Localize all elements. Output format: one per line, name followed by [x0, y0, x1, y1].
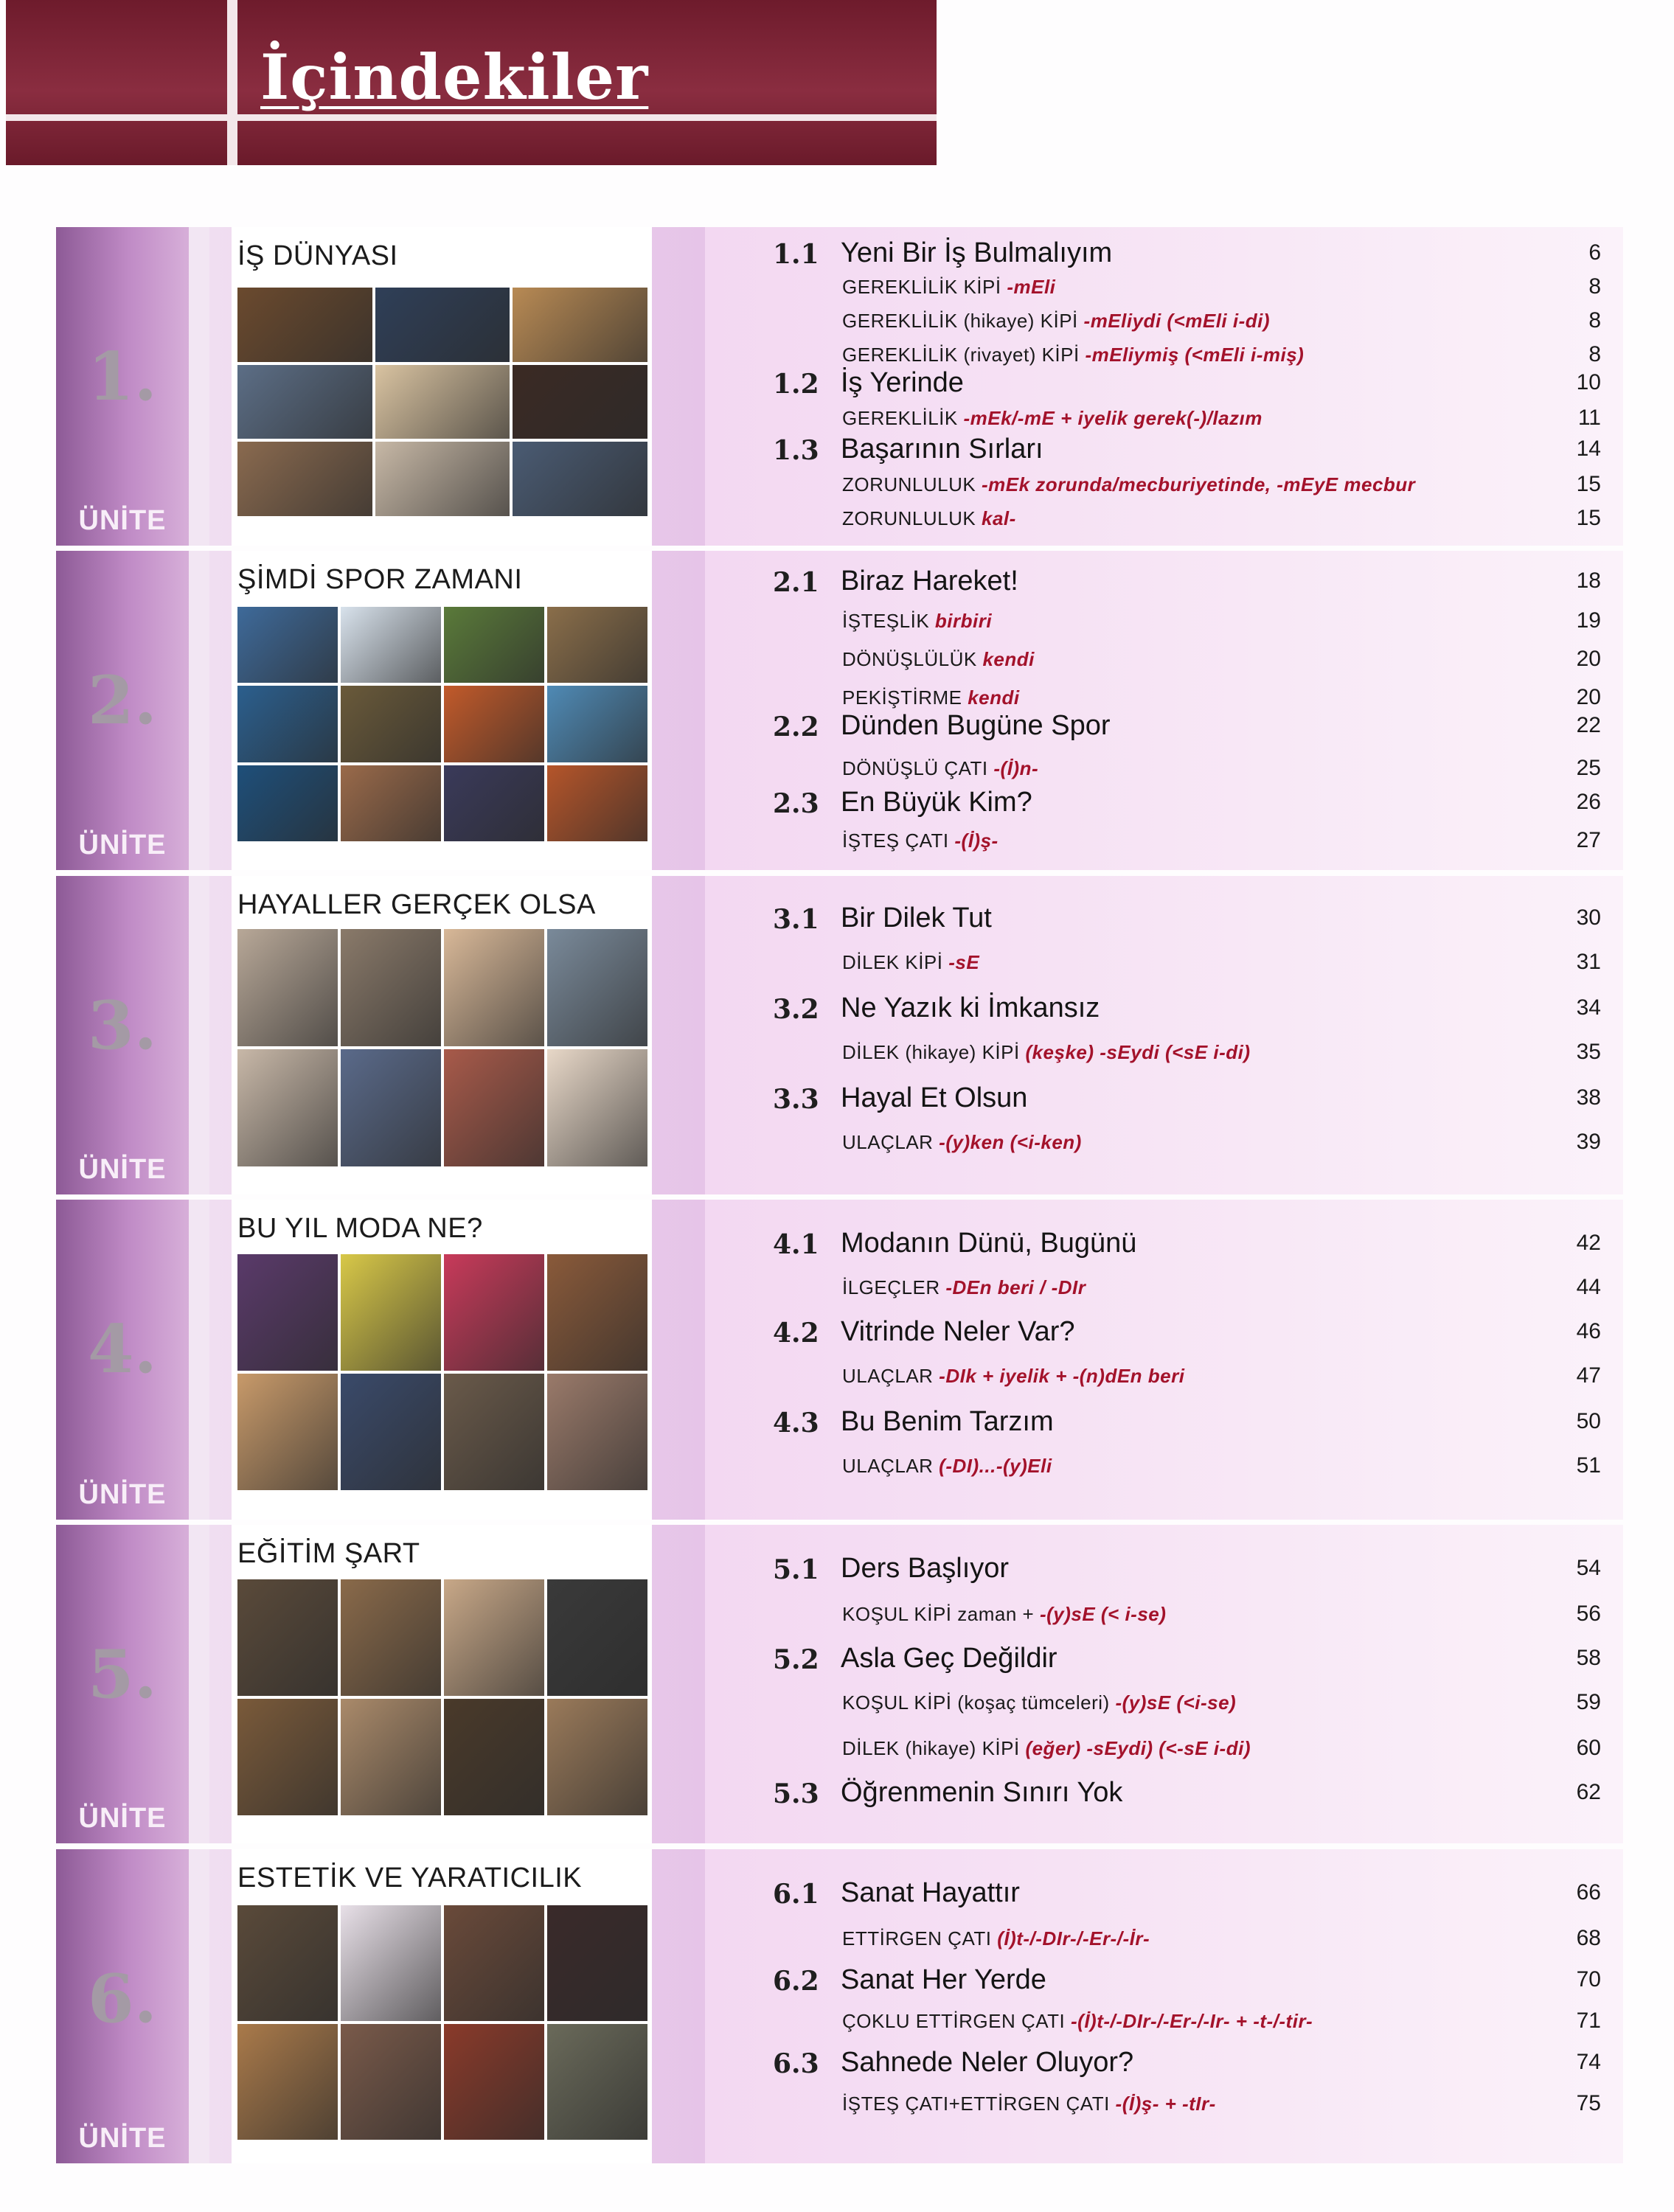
collage-photo: [444, 686, 544, 762]
section-number: 5.1: [773, 1554, 819, 1585]
subtopic-suffix: -(İ)ş- + -tIr-: [1115, 2093, 1216, 2115]
section-number: 4.2: [773, 1318, 819, 1349]
grammar-subtopic[interactable]: [842, 276, 1055, 299]
collage-photo: [341, 765, 441, 841]
subtopic-suffix: birbiri: [934, 610, 993, 632]
unit-gap: [189, 1849, 209, 2163]
page-number: 35: [1576, 1040, 1601, 1064]
unit-block: [56, 1200, 1623, 1520]
collage-photo: [375, 442, 510, 516]
page-number: 20: [1576, 685, 1601, 709]
collage-photo: [341, 1905, 441, 2021]
collage-photo: [341, 1049, 441, 1166]
subtopic-suffix: -(İ)t-/-DIr-/-Er-/-Ir- + -t-/-tir-: [1071, 2010, 1313, 2032]
collage-photo: [237, 607, 338, 683]
section-number: 2.1: [773, 567, 819, 598]
unit-gap: [189, 876, 209, 1194]
page-number: 8: [1588, 342, 1601, 366]
subtopic-label: İŞTEŞ ÇATI+ETTİRGEN ÇATI: [842, 2093, 1110, 2115]
unit-toc-panel: [705, 551, 1623, 870]
grammar-subtopic[interactable]: [842, 1455, 1052, 1478]
grammar-subtopic[interactable]: [842, 1737, 1251, 1760]
section-number: 5.3: [773, 1778, 819, 1809]
unit-block: [56, 551, 1623, 870]
page-number: 74: [1576, 2050, 1601, 2074]
grammar-subtopic[interactable]: [842, 1691, 1236, 1714]
collage-photo: [513, 442, 647, 516]
page-number: 11: [1577, 406, 1601, 430]
page-number: 71: [1576, 2008, 1601, 2033]
unit-toc-panel: [705, 1525, 1623, 1843]
unit-gap: [189, 227, 209, 546]
subtopic-label: DİLEK (hikaye) KİPİ: [842, 1041, 1020, 1063]
collage-photo: [444, 1374, 544, 1490]
collage-photo: [547, 765, 647, 841]
collage-photo: [547, 607, 647, 683]
grammar-subtopic[interactable]: [842, 1603, 1166, 1626]
subtopic-suffix: -mEk zorunda/mecburiyetinde, -mEyE mecbur: [981, 473, 1416, 495]
unit-topic: HAYALLER GERÇEK OLSA: [237, 889, 596, 920]
section-title[interactable]: En Büyük Kim?: [841, 787, 1032, 818]
collage-photo: [341, 607, 441, 683]
collage-photo: [547, 1699, 647, 1815]
section-title[interactable]: Asla Geç Değildir: [841, 1643, 1057, 1674]
section-title[interactable]: Yeni Bir İş Bulmalıyım: [841, 237, 1113, 268]
subtopic-label: ULAÇLAR: [842, 1455, 934, 1477]
page-number: 42: [1576, 1231, 1601, 1255]
header-divider: [227, 0, 237, 165]
collage-photo: [444, 1905, 544, 2021]
page-number: 18: [1576, 568, 1601, 593]
collage-photo: [375, 365, 510, 439]
subtopic-label: DİLEK (hikaye) KİPİ: [842, 1737, 1020, 1759]
collage-photo: [547, 1905, 647, 2021]
collage-photo: [237, 1905, 338, 2021]
section-title[interactable]: Ders Başlıyor: [841, 1553, 1010, 1584]
page-number: 47: [1576, 1363, 1601, 1388]
page-number: 56: [1576, 1601, 1601, 1626]
page-number: 22: [1576, 713, 1601, 737]
subtopic-label: DÖNÜŞLÜLÜK: [842, 648, 977, 670]
subtopic-suffix: -DEn beri / -DIr: [945, 1276, 1086, 1298]
collage-photo: [237, 765, 338, 841]
collage-photo: [513, 365, 647, 439]
unit-gap: [189, 1200, 209, 1520]
subtopic-label: KOŞUL KİPİ zaman +: [842, 1603, 1035, 1625]
unit-topic: BU YIL MODA NE?: [237, 1213, 483, 1244]
unit-side-bar: [56, 227, 189, 546]
subtopic-suffix: -(İ)ş-: [954, 830, 999, 852]
page-number: 25: [1576, 756, 1601, 780]
collage-photo: [341, 1579, 441, 1696]
subtopic-label: İŞTEŞ ÇATI: [842, 830, 949, 852]
subtopic-suffix: (-DI)...-(y)Eli: [939, 1455, 1052, 1477]
section-number: 6.3: [773, 2048, 819, 2079]
unit-label: ÜNİTE: [78, 1479, 167, 1510]
unit-gap: [189, 1525, 209, 1843]
section-number: 1.1: [773, 239, 819, 270]
section-number: 3.1: [773, 904, 819, 935]
subtopic-suffix: (keşke) -sEydi (<sE i-di): [1025, 1041, 1251, 1063]
subtopic-label: ZORUNLULUK: [842, 507, 976, 529]
subtopic-suffix: -(İ)n-: [993, 757, 1039, 779]
unit-number: 2.: [88, 661, 157, 740]
subtopic-suffix: kendi: [968, 686, 1020, 709]
grammar-subtopic[interactable]: [842, 344, 1304, 366]
unit-number: 6.: [88, 1960, 157, 2038]
unit-topic: ESTETİK VE YARATICILIK: [237, 1863, 583, 1893]
page-number: 31: [1576, 950, 1601, 974]
page-number: 70: [1576, 1967, 1601, 1992]
unit-side-bar: [56, 876, 189, 1194]
page-number: 14: [1576, 437, 1601, 461]
page-number: 30: [1576, 905, 1601, 930]
subtopic-label: DÖNÜŞLÜ ÇATI: [842, 757, 988, 779]
grammar-subtopic[interactable]: [842, 407, 1263, 430]
collage-photo: [237, 288, 372, 362]
page-number: 51: [1576, 1453, 1601, 1478]
collage-photo: [547, 1374, 647, 1490]
collage-photo: [547, 686, 647, 762]
grammar-subtopic[interactable]: [842, 1927, 1150, 1950]
unit-toc-panel: [705, 876, 1623, 1194]
page-header: [6, 0, 937, 165]
page-number: 58: [1576, 1646, 1601, 1670]
photo-collage: [237, 288, 647, 516]
page-number: 68: [1576, 1926, 1601, 1950]
grammar-subtopic[interactable]: [842, 951, 979, 974]
page-number: 20: [1576, 647, 1601, 671]
unit-side-bar: [56, 1849, 189, 2163]
grammar-subtopic[interactable]: [842, 2093, 1216, 2115]
collage-photo: [237, 686, 338, 762]
page-number: 62: [1576, 1780, 1601, 1804]
grammar-subtopic[interactable]: [842, 473, 1415, 496]
unit-block: [56, 876, 1623, 1194]
collage-photo: [444, 2024, 544, 2140]
collage-photo: [444, 1049, 544, 1166]
unit-label: ÜNİTE: [78, 1803, 167, 1834]
collage-photo: [375, 288, 510, 362]
section-title[interactable]: Hayal Et Olsun: [841, 1082, 1028, 1113]
unit-label: ÜNİTE: [78, 505, 167, 536]
page-number: 15: [1576, 506, 1601, 530]
section-number: 2.3: [773, 788, 819, 819]
grammar-subtopic[interactable]: [842, 648, 1035, 671]
photo-collage: [237, 1579, 647, 1815]
collage-photo: [444, 607, 544, 683]
subtopic-label: ULAÇLAR: [842, 1131, 934, 1153]
page-number: 26: [1576, 790, 1601, 814]
subtopic-suffix: -mEliymiş (<mEli i-miş): [1085, 344, 1305, 366]
collage-photo: [237, 929, 338, 1046]
unit-number: 5.: [88, 1635, 157, 1714]
collage-photo: [237, 1254, 338, 1371]
section-number: 6.1: [773, 1879, 819, 1910]
section-title[interactable]: Sahnede Neler Oluyor?: [841, 2047, 1134, 2078]
grammar-subtopic[interactable]: [842, 686, 1020, 709]
subtopic-label: ULAÇLAR: [842, 1365, 934, 1387]
grammar-subtopic[interactable]: [842, 1365, 1184, 1388]
collage-photo: [547, 929, 647, 1046]
unit-label: ÜNİTE: [78, 830, 167, 860]
section-number: 6.2: [773, 1966, 819, 1997]
subtopic-label: GEREKLİLİK: [842, 407, 958, 429]
page-number: 46: [1576, 1319, 1601, 1343]
section-title[interactable]: Vitrinde Neler Var?: [841, 1316, 1075, 1347]
collage-photo: [444, 929, 544, 1046]
section-number: 1.3: [773, 435, 819, 466]
unit-number: 1.: [88, 338, 157, 416]
section-title[interactable]: Ne Yazık ki İmkansız: [841, 992, 1100, 1023]
photo-collage: [237, 607, 647, 841]
grammar-subtopic[interactable]: [842, 830, 999, 852]
grammar-subtopic[interactable]: [842, 1041, 1251, 1064]
page-number: 75: [1576, 2091, 1601, 2115]
section-number: 1.2: [773, 369, 819, 400]
page-number: 38: [1576, 1085, 1601, 1110]
subtopic-suffix: -(y)ken (<i-ken): [939, 1131, 1082, 1153]
unit-label: ÜNİTE: [78, 1154, 167, 1185]
unit-side-bar: [56, 1200, 189, 1520]
page-number: 59: [1576, 1690, 1601, 1714]
page-number: 10: [1576, 370, 1601, 394]
grammar-subtopic[interactable]: [842, 610, 992, 633]
page-number: 15: [1576, 472, 1601, 496]
unit-number: 3.: [88, 987, 157, 1065]
photo-collage: [237, 1905, 647, 2140]
page-number: 39: [1576, 1130, 1601, 1154]
unit-side-bar: [56, 551, 189, 870]
section-title[interactable]: İş Yerinde: [841, 367, 964, 398]
grammar-subtopic[interactable]: [842, 507, 1016, 530]
collage-photo: [444, 1254, 544, 1371]
subtopic-label: GEREKLİLİK (hikaye) KİPİ: [842, 310, 1078, 332]
subtopic-label: DİLEK KİPİ: [842, 951, 943, 973]
unit-block: [56, 1849, 1623, 2163]
subtopic-suffix: -(y)sE (<i-se): [1115, 1691, 1237, 1714]
subtopic-label: ÇOKLU ETTİRGEN ÇATI: [842, 2010, 1066, 2032]
section-title[interactable]: Modanın Dünü, Bugünü: [841, 1228, 1137, 1259]
section-number: 2.2: [773, 712, 819, 742]
collage-photo: [237, 442, 372, 516]
section-title[interactable]: Öğrenmenin Sınırı Yok: [841, 1777, 1123, 1808]
header-rule: [6, 114, 937, 121]
section-title[interactable]: Biraz Hareket!: [841, 566, 1018, 597]
photo-collage: [237, 929, 647, 1166]
unit-side-bar: [56, 1525, 189, 1843]
page-number: 60: [1576, 1736, 1601, 1760]
collage-photo: [547, 1049, 647, 1166]
unit-topic: ŞİMDİ SPOR ZAMANI: [237, 564, 523, 595]
section-title[interactable]: Dünden Bugüne Spor: [841, 710, 1111, 741]
subtopic-suffix: -DIk + iyelik + -(n)dEn beri: [939, 1365, 1185, 1387]
page-number: 27: [1576, 828, 1601, 852]
subtopic-suffix: -sE: [948, 951, 980, 973]
grammar-subtopic[interactable]: [842, 757, 1038, 780]
unit-toc-panel: [705, 1200, 1623, 1520]
subtopic-label: GEREKLİLİK (rivayet) KİPİ: [842, 344, 1080, 366]
unit-toc-panel: [705, 227, 1623, 546]
section-title[interactable]: Bir Dilek Tut: [841, 902, 992, 933]
subtopic-suffix: (eğer) -sEydi) (<-sE i-di): [1025, 1737, 1251, 1759]
page-number: 6: [1588, 240, 1601, 265]
collage-photo: [341, 1374, 441, 1490]
subtopic-label: ZORUNLULUK: [842, 473, 976, 495]
section-number: 4.3: [773, 1408, 819, 1439]
page-number: 8: [1588, 308, 1601, 333]
unit-toc-panel: [705, 1849, 1623, 2163]
collage-photo: [237, 1049, 338, 1166]
collage-photo: [341, 929, 441, 1046]
page-title: İçindekiler: [260, 41, 649, 114]
collage-photo: [444, 1699, 544, 1815]
unit-block: [56, 227, 1623, 546]
page-number: 19: [1576, 608, 1601, 633]
collage-photo: [237, 1374, 338, 1490]
collage-photo: [547, 1579, 647, 1696]
subtopic-label: GEREKLİLİK KİPİ: [842, 276, 1001, 298]
page-number: 44: [1576, 1275, 1601, 1299]
page-number: 66: [1576, 1880, 1601, 1905]
subtopic-label: İLGEÇLER: [842, 1276, 940, 1298]
section-number: 3.2: [773, 994, 819, 1025]
section-number: 5.2: [773, 1644, 819, 1675]
collage-photo: [444, 1579, 544, 1696]
collage-photo: [513, 288, 647, 362]
grammar-subtopic[interactable]: [842, 2010, 1313, 2033]
collage-photo: [341, 2024, 441, 2140]
subtopic-suffix: -mEli: [1007, 276, 1056, 298]
page-number: 34: [1576, 995, 1601, 1020]
unit-gap: [189, 551, 209, 870]
collage-photo: [237, 365, 372, 439]
section-title[interactable]: Sanat Her Yerde: [841, 1964, 1046, 1995]
collage-photo: [341, 686, 441, 762]
collage-photo: [341, 1254, 441, 1371]
collage-photo: [444, 765, 544, 841]
grammar-subtopic[interactable]: [842, 310, 1270, 333]
subtopic-suffix: kal-: [981, 507, 1016, 529]
subtopic-label: ETTİRGEN ÇATI: [842, 1927, 992, 1950]
photo-collage: [237, 1254, 647, 1490]
collage-photo: [237, 1579, 338, 1696]
section-number: 4.1: [773, 1229, 819, 1260]
section-number: 3.3: [773, 1084, 819, 1115]
subtopic-suffix: kendi: [982, 648, 1035, 670]
subtopic-suffix: -(y)sE (< i-se): [1039, 1603, 1167, 1625]
section-title[interactable]: Sanat Hayattır: [841, 1877, 1020, 1908]
unit-block: [56, 1525, 1623, 1843]
unit-number: 4.: [88, 1310, 157, 1388]
grammar-subtopic[interactable]: [842, 1131, 1082, 1154]
page-number: 8: [1588, 274, 1601, 299]
grammar-subtopic[interactable]: [842, 1276, 1086, 1299]
unit-topic: İŞ DÜNYASI: [237, 240, 398, 271]
unit-topic: EĞİTİM ŞART: [237, 1538, 420, 1569]
subtopic-label: KOŞUL KİPİ (koşaç tümceleri): [842, 1691, 1110, 1714]
collage-photo: [341, 1699, 441, 1815]
subtopic-label: PEKİŞTİRME: [842, 686, 962, 709]
subtopic-suffix: -mEliydi (<mEli i-di): [1083, 310, 1271, 332]
section-title[interactable]: Bu Benim Tarzım: [841, 1406, 1054, 1437]
collage-photo: [237, 1699, 338, 1815]
subtopic-suffix: -mEk/-mE + iyelik gerek(-)/lazım: [963, 407, 1263, 429]
subtopic-suffix: (İ)t-/-DIr-/-Er-/-İr-: [997, 1927, 1150, 1950]
section-title[interactable]: Başarının Sırları: [841, 434, 1043, 465]
collage-photo: [547, 1254, 647, 1371]
collage-photo: [237, 2024, 338, 2140]
unit-label: ÜNİTE: [78, 2123, 167, 2154]
page-number: 50: [1576, 1409, 1601, 1433]
collage-photo: [547, 2024, 647, 2140]
page-number: 54: [1576, 1556, 1601, 1580]
subtopic-label: İŞTEŞLİK: [842, 610, 930, 632]
